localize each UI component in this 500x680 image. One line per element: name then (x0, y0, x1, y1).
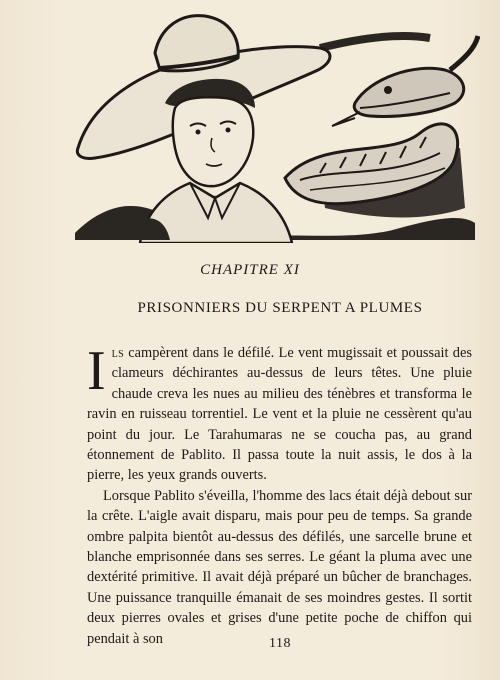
drop-cap: I (87, 340, 106, 402)
paragraph-1 (87, 340, 472, 486)
boy-with-sombrero-and-feathered-serpent-icon (75, 16, 478, 243)
body-text (87, 340, 472, 649)
chapter-illustration (70, 8, 480, 243)
chapter-title: PRISONNIERS DU SERPENT A PLUMES (137, 300, 423, 316)
lead-in: ls (111, 345, 124, 361)
page-number: 118 (269, 636, 291, 651)
paragraph-2: Lorsque Pablito s'éveilla, l'homme des lacs était déjà debout sur la crête. L'aigle avait disparu, mais pour peu de temps. Sa grande ombre palpita bientôt au-dessus des défilés, une sarcelle brune et blanche emprisonnée dans ses serres. Le géant la pluma avec une dextérité primitive. Il avait déjà préparé un bûcher de branchages. Une puissance tranquille émanait de ses moindres gestes. Il sortit deux pierres ovales et grises d'une petite poche de chiffon qui pendait à son (87, 487, 472, 647)
chapter-label: CHAPITRE XI (200, 262, 300, 278)
paragraph-1-text: campèrent dans le défilé. Le vent mugissait et poussait des clameurs déchirantes au-dessus de leurs têtes. Une pluie chaude creva les nues au milieu des ténèbres et transforma le ravin en ruisseau torrentiel. Le vent et la pluie ne cessèrent qu'au point du jour. Le Tarahumaras ne se coucha pas, au grand étonnement de Pablito. Il passa toute la nuit assis, le dos à la pierre, les yeux grands ouverts. (87, 345, 472, 484)
